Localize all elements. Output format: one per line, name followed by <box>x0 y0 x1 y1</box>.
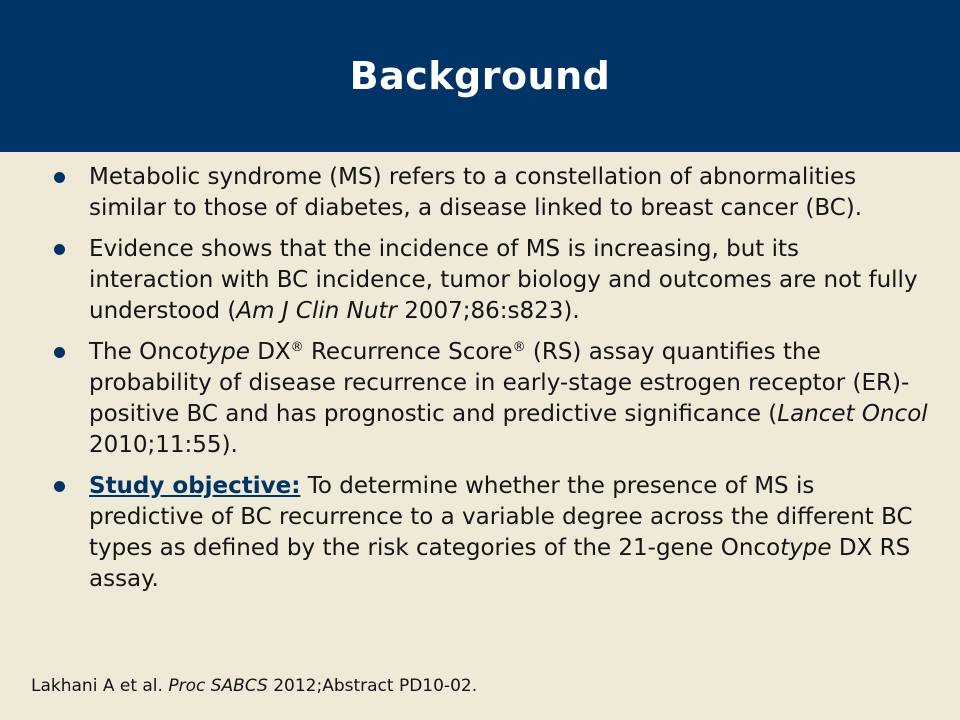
citation-journal: Proc SABCS <box>168 676 268 696</box>
bullet-text: To determine whether the presence of MS is predictive of BC recurrence to a variable degree across the different BC types as defined by the risk categories of the 21-gene Onco <box>89 473 913 561</box>
bullet-text: The Onco <box>89 339 199 365</box>
registered-mark: ® <box>512 340 526 355</box>
bullet-dot-icon <box>54 172 65 183</box>
study-objective-label: Study objective: <box>89 473 301 499</box>
bullet-list <box>48 162 928 595</box>
bullet-text-italic: type <box>780 535 832 561</box>
title-bar <box>0 0 960 152</box>
journal-name: Am J Clin Nutr <box>236 298 397 324</box>
bullet-item-evidence <box>48 234 928 327</box>
bullet-item-ms-definition <box>48 162 928 224</box>
bullet-text: (RS) assay quantifies the probability of disease recurrence in early-stage estrogen receptor (ER)-positive BC and has prognostic and predictive significance ( <box>89 339 910 427</box>
slide-body <box>48 162 928 605</box>
citation <box>31 674 477 698</box>
bullet-text: DX <box>249 339 291 365</box>
bullet-text: 2007;86:s823). <box>396 298 580 324</box>
registered-mark: ® <box>290 340 304 355</box>
bullet-text: DX RS assay. <box>89 535 911 592</box>
bullet-dot-icon <box>54 481 65 492</box>
bullet-dot-icon <box>54 244 65 255</box>
citation-author: Lakhani A et al. <box>31 676 169 696</box>
bullet-text: Metabolic syndrome (MS) refers to a constellation of abnormalities similar to those of diabetes, a disease linked to breast cancer (BC). <box>89 164 863 221</box>
bullet-text-italic: type <box>198 339 250 365</box>
bullet-text: 2010;11:55). <box>89 432 238 458</box>
journal-name: Lancet Oncol <box>777 401 928 427</box>
bullet-item-oncotype <box>48 337 928 461</box>
slide-title: Background <box>349 54 611 98</box>
bullet-text: Evidence shows that the incidence of MS is increasing, but its interaction with BC incidence, tumor biology and outcomes are not fully understood ( <box>89 236 918 324</box>
citation-details: 2012;Abstract PD10-02. <box>267 676 478 696</box>
bullet-item-study-objective <box>48 471 928 595</box>
bullet-text: Recurrence Score <box>303 339 513 365</box>
bullet-dot-icon <box>54 347 65 358</box>
